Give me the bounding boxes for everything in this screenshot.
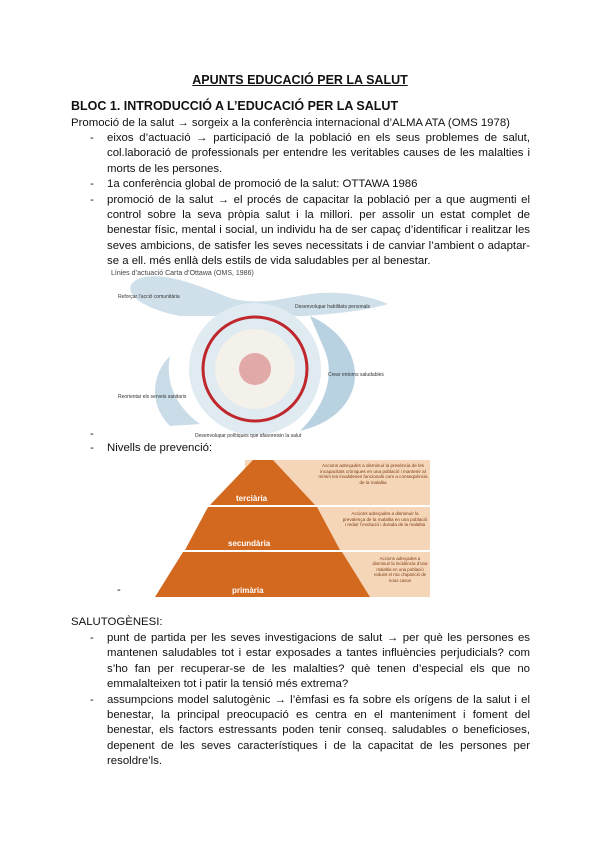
prevention-pyramid — [150, 460, 432, 600]
list-item: - punt de partida per les seves investigacions de salut → per què les persones es mantenen saludables tot i estar exposades a tantes influències perjudicials? com s’ho fan per recuperar-se de les malalties? què tenen d’especial els que no emmalalteixen tot i patir la tensió més extrema? — [90, 631, 530, 693]
pyramid-desc: Accions adreçades a disminuir la incidència d’una malaltia en una població reduint el risc d’aparició de nous casos — [372, 556, 428, 583]
label-policies: Desenvolupar polítiques que afavoreixin la salut — [195, 433, 302, 439]
list-item: - eixos d’actuació → participació de la població en els seus problemes de salut, col.laboració de professionals per entendre les veritables causes de les malalties i morts de les persones. — [90, 131, 530, 177]
list-item: - Nivells de prevenció: — [90, 441, 530, 456]
label-environments: Crear entorns saludables — [328, 372, 384, 378]
label-skills: Desenvolupar habilitats personals — [295, 304, 371, 310]
bloc1-list — [90, 131, 530, 270]
list-item: - promoció de la salut → el procés de capacitar la població per a que augmenti el control sobre la seva pròpia salut i la millori. per assolir un estat complet de benestar físic, mental i social, un individu ha de ser capaç d’identificar i realitzar les seves ambicions, de satisfer les seves necessitats i de canviar l’ambient o adaptar-se a ell. més enllà dels estils de vida saludables per al benestar. — [90, 193, 530, 270]
pyramid-label: terciària — [236, 494, 268, 503]
pyramid-label: primària — [232, 586, 264, 595]
section-heading-salutogenesi: SALUTOGÈNESI: — [71, 616, 163, 628]
pyramid-label: secundària — [228, 539, 271, 548]
empty-bullet: - — [90, 428, 94, 440]
label-community: Reforçar l’acció comunitària — [118, 294, 180, 300]
section-heading-bloc1: BLOC 1. INTRODUCCIÓ A L’EDUCACIÓ PER LA SALUT — [71, 99, 399, 113]
pyramid-desc: Accions adreçades a disminuir la prevalença de la malaltia en una població i reduir l’evolució i durada de la malaltia — [342, 511, 428, 528]
label-services: Reorientar els serveis sanitaris — [118, 394, 187, 400]
pyramid-desc: Accions adreçades a disminuir la presència de les incapacitats cròniques en una població i mantenir al mínim les invalideses funcionals com a conseqüència de la malaltia — [318, 463, 428, 485]
ottawa-diagram — [110, 276, 400, 441]
list-item: - 1a conferència global de promoció de la salut: OTTAWA 1986 — [90, 177, 530, 192]
figure-caption: Línies d’actuació Carta d’Ottawa (OMS, 1986) — [111, 270, 254, 277]
intro-paragraph: Promoció de la salut → sorgeix a la conferència internacional d’ALMA ATA (OMS 1978) — [71, 117, 510, 129]
empty-bullet: - — [117, 584, 121, 596]
prevention-list — [90, 441, 530, 456]
list-item: - assumpcions model salutogènic → l’èmfasi es fa sobre els orígens de la salut i el benestar, la principal preocupació es centra en el manteniment i foment del benestar, els factors estressants poden tenir conseq. saludables o beneficioses, depenent de les seves característiques i de la capacitat de les persones per resoldre’ls. — [90, 693, 530, 770]
salutogenesi-list — [90, 631, 530, 770]
page-title: APUNTS EDUCACIÓ PER LA SALUT — [192, 73, 408, 87]
center-circle — [239, 353, 271, 385]
